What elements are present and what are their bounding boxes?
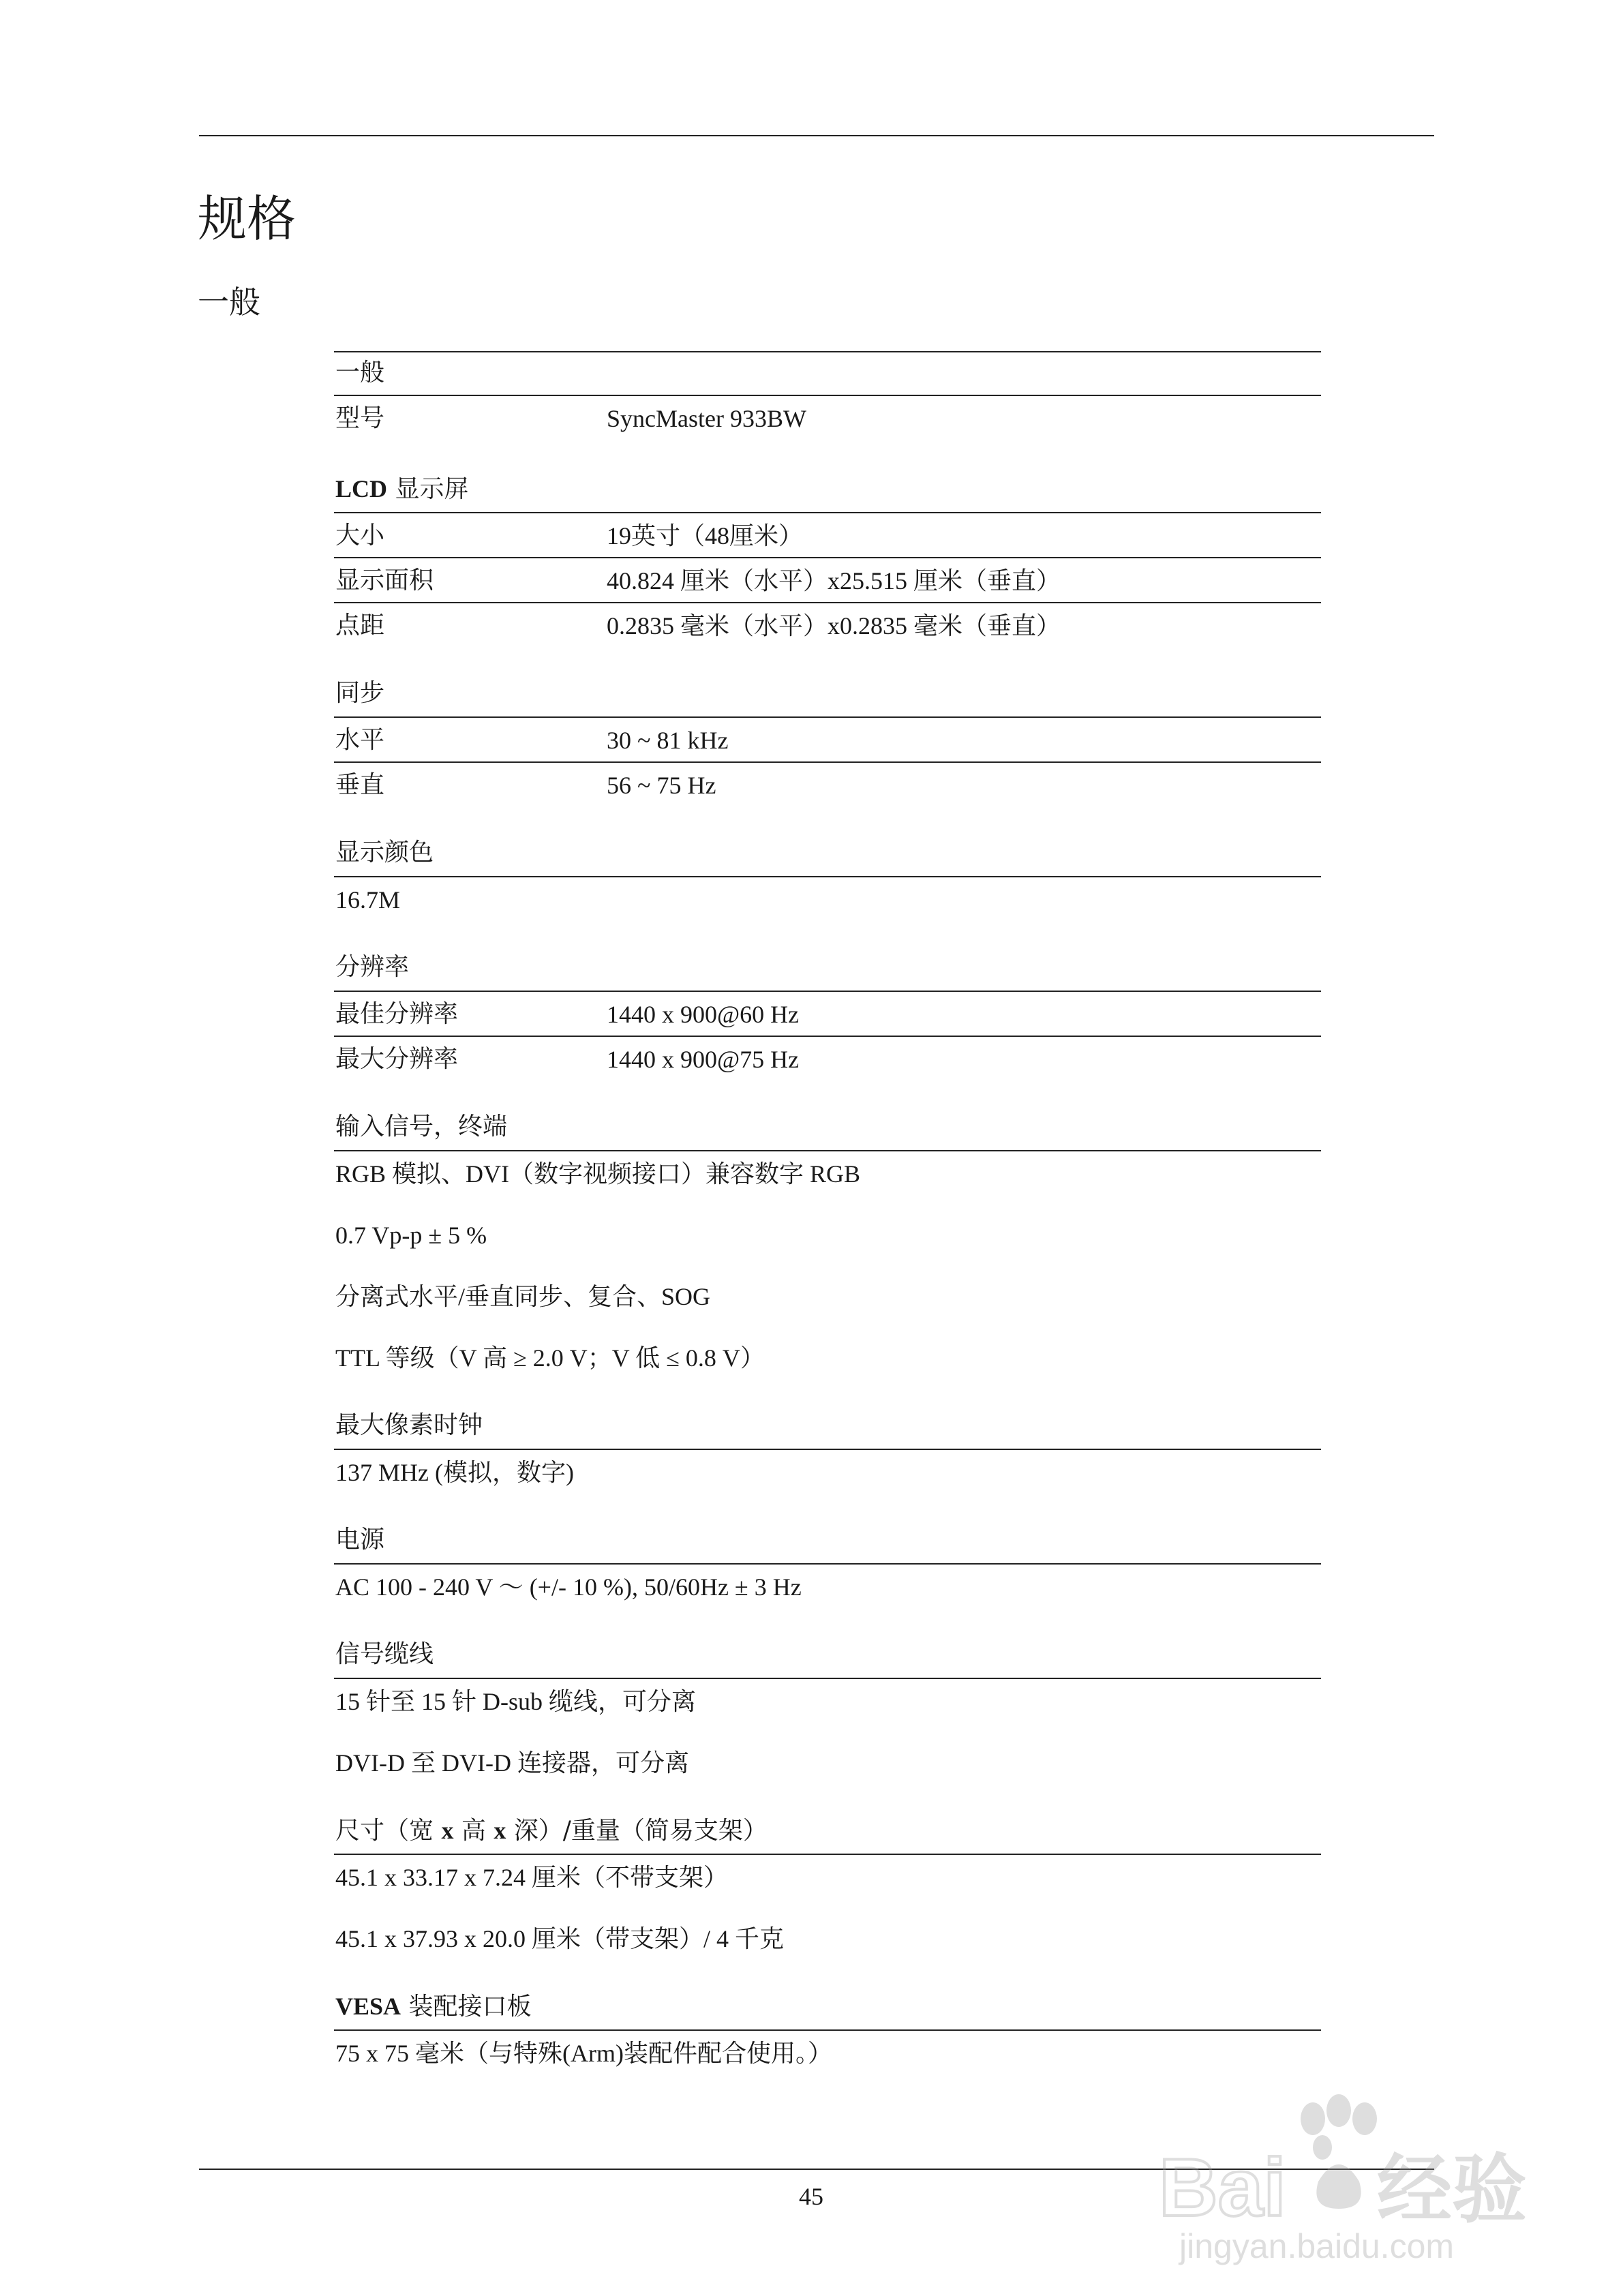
spec-line: AC 100 - 240 V ～ (+/- 10 %), 50/60Hz ± 3 Hz	[335, 1573, 802, 1601]
section-sync	[334, 673, 1321, 808]
spec-line: 16.7M	[335, 886, 401, 913]
heading-text: 显示屏	[387, 475, 469, 503]
section-pixel-clock	[334, 1405, 1321, 1495]
svg-text:经验: 经验	[1377, 2148, 1527, 2232]
section-heading-sync: 同步	[334, 673, 1321, 718]
page-subtitle: 一般	[198, 284, 260, 320]
section-heading-dimensions	[334, 1810, 1321, 1855]
spec-label: 大小	[335, 522, 385, 549]
section-power	[334, 1520, 1321, 1610]
spec-row-pixel-pitch	[334, 603, 1321, 648]
spec-line: 15 针至 15 针 D-sub 缆线，可分离	[335, 1688, 696, 1715]
header-rule	[199, 135, 1434, 136]
page-title: 规格	[198, 190, 297, 247]
spec-line: RGB 模拟、DVI（数字视频接口）兼容数字 RGB	[335, 1160, 861, 1188]
spec-line: 0.7 Vp-p ± 5 %	[335, 1222, 487, 1249]
heading-bold-text: x	[441, 1817, 454, 1844]
spec-value: 1440 x 900@60 Hz	[607, 1001, 800, 1028]
spec-line: 45.1 x 33.17 x 7.24 厘米（不带支架）	[335, 1864, 729, 1891]
section-heading-input: 输入信号，终端	[334, 1106, 1321, 1151]
heading-text: 尺寸（宽	[335, 1817, 442, 1845]
section-heading-colors: 显示颜色	[334, 832, 1321, 877]
heading-text: 高	[453, 1817, 494, 1845]
spec-row-model	[334, 396, 1321, 441]
spec-line: 45.1 x 37.93 x 20.0 厘米（带支架）/ 4 千克	[335, 1925, 785, 1952]
section-heading-pixel-clock: 最大像素时钟	[334, 1405, 1321, 1450]
page-number: 45	[799, 2183, 823, 2210]
section-heading-vesa	[334, 1986, 1321, 2031]
section-lcd	[334, 468, 1321, 648]
spec-row-size	[334, 513, 1321, 558]
heading-text: 装配接口板	[401, 1993, 532, 2021]
spec-label: 最大分辨率	[335, 1045, 459, 1073]
spec-row-vertical	[334, 763, 1321, 808]
section-resolution	[334, 947, 1321, 1082]
section-heading-resolution: 分辨率	[334, 947, 1321, 992]
spec-label: 垂直	[335, 771, 385, 799]
section-heading-power: 电源	[334, 1520, 1321, 1565]
heading-bold-text: VESA	[335, 1993, 401, 2020]
spec-value: 1440 x 900@75 Hz	[607, 1046, 800, 1073]
heading-bold-text: x	[494, 1817, 506, 1844]
spec-line: 分离式水平/垂直同步、复合、SOG	[335, 1283, 711, 1310]
spec-line: 137 MHz (模拟，数字)	[335, 1459, 574, 1486]
spec-line: TTL 等级（V 高 ≥ 2.0 V；V 低 ≤ 0.8 V）	[335, 1344, 765, 1372]
svg-text:Bai: Bai	[1159, 2142, 1286, 2233]
section-heading-lcd	[334, 468, 1321, 513]
section-general	[334, 351, 1321, 441]
baidu-watermark-logo	[1152, 2079, 1534, 2270]
section-heading-general: 一般	[334, 351, 1321, 396]
svg-text:jingyan.baidu.com: jingyan.baidu.com	[1179, 2227, 1455, 2265]
spec-label: 型号	[335, 404, 385, 432]
spec-label: 点距	[335, 611, 385, 639]
section-colors	[334, 832, 1321, 922]
heading-text: 深）/重量（简易支架）	[506, 1817, 768, 1845]
heading-bold-text: LCD	[335, 475, 388, 502]
section-input	[334, 1106, 1321, 1380]
spec-value: 40.824 厘米（水平）x25.515 厘米（垂直）	[607, 567, 1061, 594]
spec-value: 30 ~ 81 kHz	[607, 727, 729, 754]
spec-row-max-resolution	[334, 1037, 1321, 1082]
spec-label: 最佳分辨率	[335, 1000, 459, 1028]
spec-label: 水平	[335, 726, 385, 754]
spec-label: 显示面积	[335, 567, 434, 594]
spec-table	[334, 351, 1321, 2100]
spec-line: 75 x 75 毫米（与特殊(Arm)装配件配合使用。）	[335, 2040, 832, 2067]
spec-line: DVI-D 至 DVI-D 连接器，可分离	[335, 1749, 689, 1777]
section-heading-signal-cable: 信号缆线	[334, 1634, 1321, 1679]
spec-value: 56 ~ 75 Hz	[607, 772, 716, 799]
section-dimensions	[334, 1810, 1321, 1961]
spec-value: 0.2835 毫米（水平）x0.2835 毫米（垂直）	[607, 612, 1061, 639]
spec-row-display-area	[334, 558, 1321, 603]
spec-row-optimal-resolution	[334, 992, 1321, 1037]
spec-row-horizontal	[334, 718, 1321, 763]
section-vesa	[334, 1986, 1321, 2076]
spec-value: SyncMaster 933BW	[607, 405, 806, 432]
section-signal-cable	[334, 1634, 1321, 1785]
spec-value: 19英寸（48厘米）	[607, 522, 804, 549]
